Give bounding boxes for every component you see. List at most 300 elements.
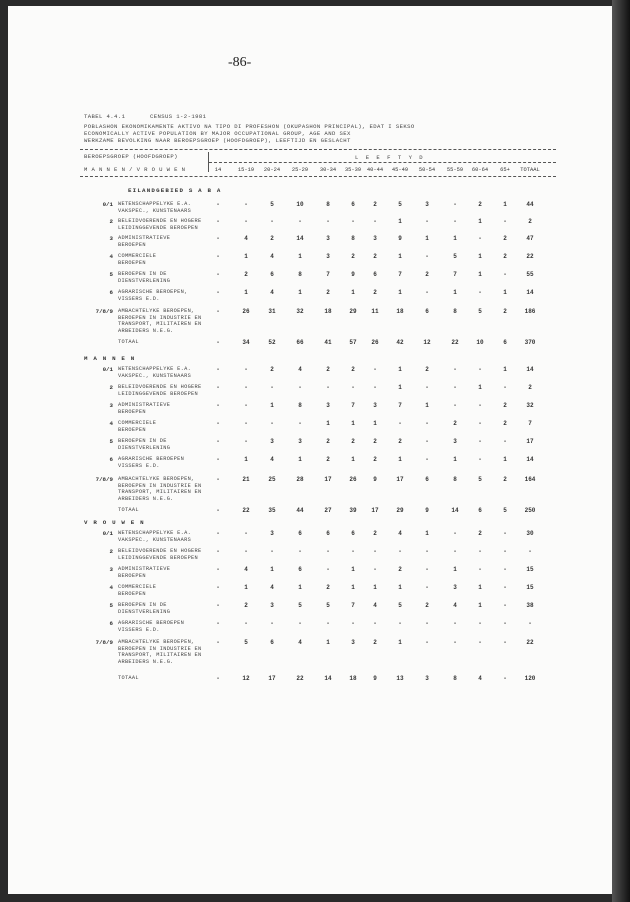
table-cell: 2: [425, 366, 429, 373]
table-cell: -: [398, 420, 402, 427]
table-cell: 31: [268, 308, 276, 315]
row-code: 3: [109, 566, 113, 573]
table-cell: -: [398, 620, 402, 627]
table-cell: 1: [270, 402, 274, 409]
table-cell: -: [244, 201, 248, 208]
row-code: 7/8/9: [95, 308, 113, 315]
table-cell: -: [503, 639, 507, 646]
table-cell: 2: [326, 584, 330, 591]
table-cell: 1: [453, 235, 457, 242]
table-cell: 2: [326, 366, 330, 373]
table-cell: 6: [270, 639, 274, 646]
table-cell: 5: [478, 476, 482, 483]
table-cell: 13: [396, 675, 404, 682]
table-cell: 9: [425, 507, 429, 514]
table-cell: 22: [526, 639, 534, 646]
table-cell: 1: [326, 420, 330, 427]
table-cell: 10: [296, 201, 304, 208]
table-cell: 5: [298, 602, 302, 609]
table-cell: -: [298, 420, 302, 427]
table-cell: -: [216, 384, 220, 391]
table-cell: 2: [478, 530, 482, 537]
row-code: 6: [109, 289, 113, 296]
table-cell: 26: [242, 308, 250, 315]
row-label: WETENSCHAPPELYKE E.A. VAKSPEC., KUNSTENAARS: [118, 366, 192, 379]
table-cell: -: [425, 639, 429, 646]
row-code: 6: [109, 620, 113, 627]
table-cell: 3: [373, 235, 377, 242]
table-cell: 4: [244, 235, 248, 242]
table-cell: -: [503, 530, 507, 537]
table-cell: -: [373, 548, 377, 555]
table-cell: -: [351, 218, 355, 225]
table-cell: 3: [326, 402, 330, 409]
table-cell: 2: [373, 201, 377, 208]
column-header: 35-39: [344, 167, 362, 173]
column-header: TOTAAL: [520, 167, 540, 173]
table-cell: 1: [244, 456, 248, 463]
table-cell: 1: [478, 384, 482, 391]
table-cell: 30: [526, 530, 534, 537]
table-cell: -: [453, 384, 457, 391]
table-cell: -: [326, 620, 330, 627]
table-cell: 1: [503, 366, 507, 373]
table-cell: 7: [453, 271, 457, 278]
row-label: WETENSCHAPPELYKE E.A. VAKSPEC., KUNSTENAARS: [118, 201, 192, 214]
table-cell: 18: [396, 308, 404, 315]
table-cell: -: [216, 308, 220, 315]
table-cell: -: [216, 602, 220, 609]
scan-edge: [612, 0, 630, 902]
table-cell: 1: [478, 584, 482, 591]
table-cell: 10: [476, 339, 484, 346]
table-cell: 2: [528, 384, 532, 391]
table-cell: -: [270, 384, 274, 391]
table-cell: 8: [453, 308, 457, 315]
table-cell: 1: [351, 566, 355, 573]
table-cell: 1: [398, 289, 402, 296]
row-label: COMMERCIELE BEROEPEN: [118, 253, 157, 266]
table-cell: 5: [326, 602, 330, 609]
table-cell: 2: [503, 235, 507, 242]
table-cell: 42: [396, 339, 404, 346]
table-cell: 3: [351, 639, 355, 646]
table-cell: 12: [423, 339, 431, 346]
table-cell: -: [351, 620, 355, 627]
row-label: BELEIDVOERENDE EN HOGERE LEIDINGGEVENDE BEROEPEN: [118, 384, 202, 397]
table-cell: 1: [453, 289, 457, 296]
row-label: AMBACHTELYKE BEROEPEN, BEROEPEN IN INDUSTRIE EN TRANSPORT, MILITAIREN EN ARBEIDERS N.E.G.: [118, 308, 202, 334]
table-cell: 2: [373, 456, 377, 463]
table-cell: 6: [326, 530, 330, 537]
table-cell: 15: [526, 566, 534, 573]
table-cell: 15: [526, 584, 534, 591]
table-cell: 1: [398, 456, 402, 463]
table-cell: 5: [398, 602, 402, 609]
row-label: AMBACHTELYKE BEROEPEN, BEROEPEN IN INDUSTRIE EN TRANSPORT, MILITAIREN EN ARBEIDERS N.E.G.: [118, 639, 202, 665]
row-label: BEROEPEN IN DE DIENSTVERLENING: [118, 602, 171, 615]
table-cell: -: [503, 438, 507, 445]
table-cell: -: [244, 402, 248, 409]
table-cell: -: [326, 548, 330, 555]
row-code: 3: [109, 235, 113, 242]
table-cell: -: [503, 384, 507, 391]
table-cell: -: [453, 366, 457, 373]
table-cell: 1: [351, 289, 355, 296]
table-cell: 2: [503, 420, 507, 427]
table-cell: 5: [478, 308, 482, 315]
table-cell: 1: [503, 456, 507, 463]
table-cell: 5: [503, 507, 507, 514]
table-cell: -: [216, 548, 220, 555]
table-cell: -: [528, 620, 532, 627]
table-cell: 370: [524, 339, 536, 346]
table-cell: -: [298, 384, 302, 391]
table-cell: 8: [351, 235, 355, 242]
row-label: ADMINISTRATIEVE BEROEPEN: [118, 235, 171, 248]
table-cell: -: [244, 384, 248, 391]
table-cell: -: [216, 584, 220, 591]
table-cell: -: [244, 548, 248, 555]
table-cell: 6: [425, 476, 429, 483]
row-label: BEROEPEN IN DE DIENSTVERLENING: [118, 271, 171, 284]
table-cell: 32: [296, 308, 304, 315]
table-cell: 5: [453, 253, 457, 260]
table-cell: -: [503, 675, 507, 682]
table-cell: -: [244, 438, 248, 445]
table-cell: -: [478, 235, 482, 242]
table-cell: -: [425, 584, 429, 591]
table-cell: -: [425, 548, 429, 555]
table-cell: 34: [242, 339, 250, 346]
table-cell: -: [298, 620, 302, 627]
table-cell: 9: [398, 235, 402, 242]
row-code: 5: [109, 602, 113, 609]
column-header: 25-29: [291, 167, 309, 173]
table-cell: 17: [371, 507, 379, 514]
table-cell: 1: [398, 366, 402, 373]
table-cell: 1: [453, 566, 457, 573]
table-cell: 1: [244, 584, 248, 591]
table-cell: 1: [425, 530, 429, 537]
table-cell: -: [244, 366, 248, 373]
table-cell: 1: [478, 602, 482, 609]
table-cell: 2: [244, 271, 248, 278]
table-cell: 14: [526, 289, 534, 296]
table-cell: 25: [268, 476, 276, 483]
table-cell: 2: [373, 438, 377, 445]
table-id: TABEL 4.4.1: [84, 113, 126, 120]
table-cell: -: [216, 289, 220, 296]
table-cell: 2: [270, 235, 274, 242]
table-cell: 186: [524, 308, 536, 315]
table-cell: -: [425, 384, 429, 391]
table-cell: 4: [298, 639, 302, 646]
table-cell: -: [453, 402, 457, 409]
table-cell: 1: [478, 218, 482, 225]
table-cell: -: [216, 235, 220, 242]
table-cell: 38: [526, 602, 534, 609]
row-label: ADMINISTRATIEVE BEROEPEN: [118, 402, 171, 415]
table-cell: 1: [298, 456, 302, 463]
table-cell: 1: [398, 384, 402, 391]
table-cell: -: [373, 218, 377, 225]
table-cell: 9: [373, 476, 377, 483]
table-cell: 57: [349, 339, 357, 346]
table-cell: 6: [298, 566, 302, 573]
section-title: M A N N E N: [84, 355, 136, 362]
table-cell: 4: [270, 456, 274, 463]
table-cell: 2: [425, 271, 429, 278]
row-code: 4: [109, 420, 113, 427]
table-cell: -: [503, 218, 507, 225]
row-label: TOTAAL: [118, 507, 139, 513]
table-cell: 21: [242, 476, 250, 483]
table-cell: 8: [298, 402, 302, 409]
table-cell: -: [244, 530, 248, 537]
table-cell: -: [216, 476, 220, 483]
table-cell: 18: [349, 675, 357, 682]
table-cell: 6: [351, 201, 355, 208]
table-cell: -: [453, 548, 457, 555]
table-cell: -: [270, 620, 274, 627]
table-cell: 4: [270, 584, 274, 591]
table-cell: 9: [373, 675, 377, 682]
table-cell: 4: [270, 253, 274, 260]
table-cell: -: [425, 420, 429, 427]
table-cell: 1: [453, 456, 457, 463]
table-cell: -: [425, 456, 429, 463]
table-cell: 5: [270, 201, 274, 208]
row-label: ADMINISTRATIEVE BEROEPEN: [118, 566, 171, 579]
table-cell: -: [478, 366, 482, 373]
table-cell: 4: [373, 602, 377, 609]
table-cell: -: [216, 201, 220, 208]
table-cell: -: [478, 438, 482, 445]
table-cell: 52: [268, 339, 276, 346]
table-cell: 6: [425, 308, 429, 315]
table-cell: -: [244, 420, 248, 427]
table-cell: 3: [453, 584, 457, 591]
table-cell: 27: [324, 507, 332, 514]
table-cell: 3: [326, 235, 330, 242]
table-cell: 5: [398, 201, 402, 208]
table-cell: 1: [398, 253, 402, 260]
table-cell: 3: [373, 402, 377, 409]
table-cell: 26: [349, 476, 357, 483]
table-cell: 1: [425, 402, 429, 409]
table-cell: 41: [324, 339, 332, 346]
table-cell: 7: [351, 602, 355, 609]
census-date: CENSUS 1-2-1981: [150, 113, 207, 120]
table-cell: 17: [324, 476, 332, 483]
table-cell: 32: [526, 402, 534, 409]
table-cell: -: [478, 289, 482, 296]
table-cell: 1: [373, 584, 377, 591]
table-cell: 22: [296, 675, 304, 682]
table-cell: 3: [453, 438, 457, 445]
table-cell: -: [373, 366, 377, 373]
row-code: 2: [109, 548, 113, 555]
table-cell: 1: [478, 253, 482, 260]
table-cell: 29: [349, 308, 357, 315]
table-cell: 66: [296, 339, 304, 346]
age-header: L E E F T Y D: [355, 154, 425, 161]
sex-header: M A N N E N / V R O U W E N: [84, 166, 186, 173]
table-cell: -: [453, 530, 457, 537]
table-cell: 39: [349, 507, 357, 514]
table-cell: 8: [453, 476, 457, 483]
table-cell: 29: [396, 507, 404, 514]
table-cell: 2: [270, 366, 274, 373]
table-cell: -: [425, 289, 429, 296]
table-cell: -: [478, 566, 482, 573]
column-header: 60-64: [471, 167, 489, 173]
table-cell: -: [216, 339, 220, 346]
table-cell: 11: [371, 308, 379, 315]
table-cell: -: [216, 675, 220, 682]
table-cell: 1: [373, 420, 377, 427]
table-cell: 1: [298, 584, 302, 591]
table-cell: 1: [244, 289, 248, 296]
column-header: 14: [214, 167, 222, 173]
table-cell: 3: [326, 253, 330, 260]
row-code: 0/1: [102, 530, 113, 537]
table-cell: 2: [503, 402, 507, 409]
table-cell: 2: [503, 308, 507, 315]
table-cell: 44: [296, 507, 304, 514]
table-cell: 17: [526, 438, 534, 445]
table-cell: -: [216, 420, 220, 427]
table-cell: 120: [524, 675, 536, 682]
title-papiamentu: POBLASHON EKONOMIKAMENTE AKTIVO NA TIPO DI PROFESHON (OKUPASHON PRINCIPAL), EDAT I SEKSO: [84, 123, 415, 130]
table-cell: 1: [478, 271, 482, 278]
row-code: 0/1: [102, 366, 113, 373]
table-cell: 2: [244, 602, 248, 609]
table-cell: 1: [398, 218, 402, 225]
table-cell: 7: [398, 402, 402, 409]
title-english: ECONOMICALLY ACTIVE POPULATION BY MAJOR OCCUPATIONAL GROUP, AGE AND SEX: [84, 130, 351, 137]
table-cell: 2: [425, 602, 429, 609]
table-cell: 164: [524, 476, 536, 483]
table-cell: 55: [526, 271, 534, 278]
table-cell: -: [326, 384, 330, 391]
table-cell: -: [453, 218, 457, 225]
column-header: 45-49: [391, 167, 409, 173]
row-label: COMMERCIELE BEROEPEN: [118, 584, 157, 597]
table-cell: 14: [526, 456, 534, 463]
table-cell: -: [373, 384, 377, 391]
row-label: AMBACHTELYKE BEROEPEN, BEROEPEN IN INDUSTRIE EN TRANSPORT, MILITAIREN EN ARBEIDERS N.E.G.: [118, 476, 202, 502]
table-cell: 4: [298, 366, 302, 373]
table-cell: 1: [351, 420, 355, 427]
table-cell: 17: [396, 476, 404, 483]
page-number: -86-: [228, 55, 252, 70]
divider: [80, 176, 556, 177]
table-cell: -: [351, 384, 355, 391]
table-cell: 3: [270, 530, 274, 537]
table-cell: 1: [398, 639, 402, 646]
table-cell: 6: [298, 530, 302, 537]
table-cell: 6: [478, 507, 482, 514]
table-cell: -: [478, 639, 482, 646]
table-cell: -: [503, 602, 507, 609]
group-header: BEROEPSGROEP (HOOFDGROEP): [84, 153, 178, 160]
table-cell: -: [425, 620, 429, 627]
table-cell: 1: [298, 253, 302, 260]
table-cell: 3: [425, 201, 429, 208]
row-label: AGRARISCHE BEROEPEN, VISSERS E.D.: [118, 289, 188, 302]
table-cell: 14: [324, 675, 332, 682]
row-code: 4: [109, 253, 113, 260]
table-cell: 18: [324, 308, 332, 315]
table-cell: -: [216, 530, 220, 537]
table-cell: 8: [326, 201, 330, 208]
table-cell: 6: [373, 271, 377, 278]
table-cell: -: [216, 253, 220, 260]
table-cell: -: [216, 218, 220, 225]
table-cell: 7: [351, 402, 355, 409]
table-cell: -: [373, 566, 377, 573]
table-cell: 6: [503, 339, 507, 346]
table-cell: 4: [398, 530, 402, 537]
row-code: 3: [109, 402, 113, 409]
table-cell: 2: [373, 253, 377, 260]
row-label: COMMERCIELE BEROEPEN: [118, 420, 157, 433]
title-dutch: WERKZAME BEVOLKING NAAR BEROEPSGROEP (HOOFDGROEP), LEEFTIJD EN GESLACHT: [84, 137, 351, 144]
table-cell: 1: [270, 566, 274, 573]
table-cell: 17: [268, 675, 276, 682]
column-header: 55-59: [446, 167, 464, 173]
table-cell: 3: [270, 602, 274, 609]
table-cell: -: [326, 218, 330, 225]
table-cell: -: [244, 620, 248, 627]
table-cell: 2: [373, 639, 377, 646]
table-cell: -: [528, 548, 532, 555]
table-cell: 28: [296, 476, 304, 483]
table-cell: 1: [503, 201, 507, 208]
table-cell: -: [503, 548, 507, 555]
table-cell: 6: [270, 271, 274, 278]
table-cell: -: [453, 639, 457, 646]
table-cell: 2: [503, 253, 507, 260]
table-cell: 2: [503, 476, 507, 483]
row-code: 0/1: [102, 201, 113, 208]
table-cell: -: [503, 620, 507, 627]
table-cell: -: [216, 456, 220, 463]
table-cell: -: [398, 548, 402, 555]
table-cell: 3: [270, 438, 274, 445]
table-cell: -: [478, 402, 482, 409]
row-code: 6: [109, 456, 113, 463]
table-cell: 2: [373, 289, 377, 296]
table-cell: -: [216, 507, 220, 514]
section-title: EILANDGEBIED S A B A: [128, 187, 222, 194]
row-code: 2: [109, 218, 113, 225]
row-code: 7/8/9: [95, 639, 113, 646]
row-label: TOTAAL: [118, 339, 139, 345]
table-cell: -: [270, 548, 274, 555]
table-cell: 1: [298, 289, 302, 296]
table-cell: 14: [526, 366, 534, 373]
table-cell: 26: [371, 339, 379, 346]
table-cell: 2: [373, 530, 377, 537]
table-cell: 47: [526, 235, 534, 242]
table-cell: 44: [526, 201, 534, 208]
table-cell: 3: [298, 438, 302, 445]
table-cell: 8: [453, 675, 457, 682]
column-header: 20-24: [263, 167, 281, 173]
